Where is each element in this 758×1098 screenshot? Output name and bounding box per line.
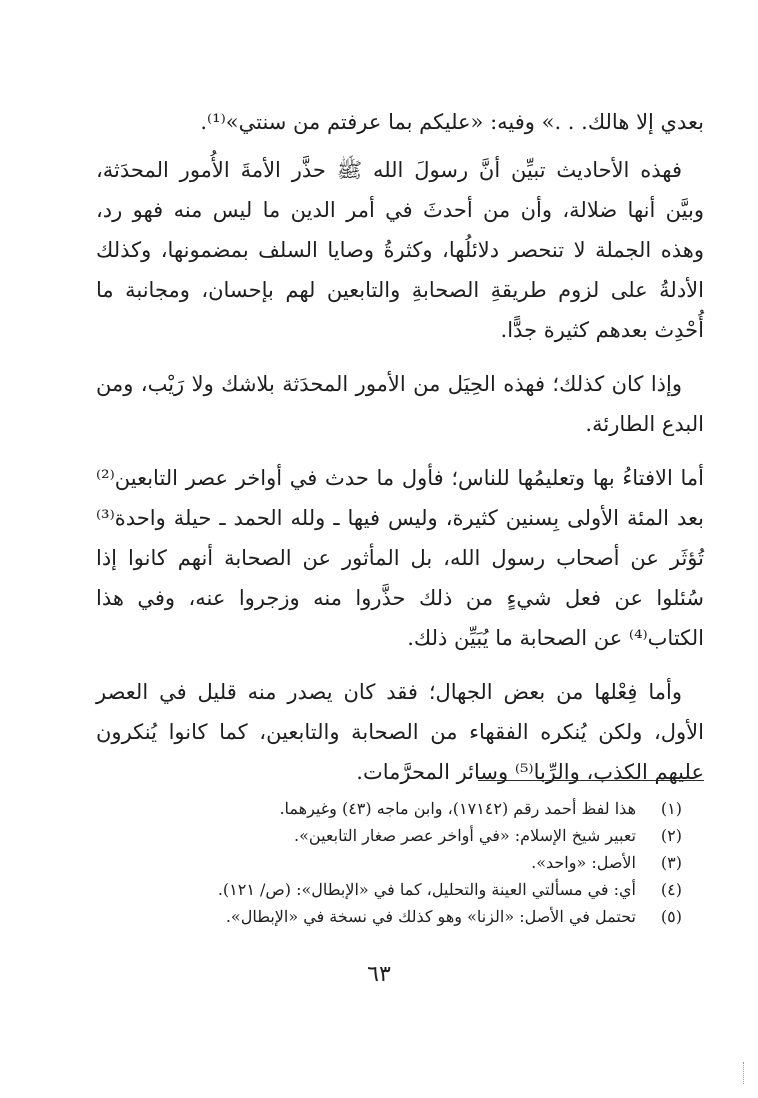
footnote-text: تعبير شيخ الإسلام: «في أواخر عصر صغار التابعين». (294, 826, 636, 845)
footnote-text: هذا لفظ أحمد رقم (١٧١٤٢)، وابن ماجه (٤٣) وغيرهما. (279, 799, 636, 818)
paragraph-4: أما الافتاءُ بها وتعليمُها للناس؛ فأول ما حدث في أواخر عصر التابعين⁽²⁾ بعد المئة الأولى بِسنين كثيرة، وليس فيها ـ ولله الحمد ـ حيلة واحدة⁽³⁾ تُؤثَر عن أصحاب رسول الله، بل المأثور عن الصحابة أنهم كانوا إذا سُئلوا عن فعل شيءٍ من ذلك حذَّروا منه وزجروا عنه، وفي هذا الكتاب⁽⁴⁾ عن الصحابة ما يُبَيِّن ذلك. (96, 466, 704, 650)
footnote-4 (200, 876, 682, 903)
main-text (96, 102, 704, 806)
footnote-text: الأصل: «واحد». (531, 853, 636, 872)
scan-edge-mark (742, 1062, 744, 1084)
footnote-number: (٥) (660, 907, 682, 926)
footnote-number: (٣) (660, 853, 682, 872)
footnote-divider (478, 780, 704, 781)
paragraph-2: فهذه الأحاديث تبيِّن أنَّ رسولَ الله ﷺ حذَّر الأمةَ الأُمور المحدَثة، وبيَّن أنها ضلالة، وأن من أحدثَ في أمر الدين ما ليس منه فهو رد، وهذه الجملة لا تنحصر دلائلُها، وكثرةُ وصايا السلف بمضمونها، وكذلك الأدلةُ على لزوم طريقةِ الصحابةِ والتابعين لهم بإحسان، ومجانبة ما أُحْدِث بعدهم كثيرة جدًّا. (96, 158, 704, 342)
footnote-number: (١) (660, 799, 682, 818)
footnote-text: أي: في مسألتي العينة والتحليل، كما في «الإبطال»: (ص/ ١٢١). (217, 880, 636, 899)
paragraph-1: بعدي إلا هالك. . .» وفيه: «عليكم بما عرفتم من سنتي»⁽¹⁾. (200, 110, 704, 134)
footnote-1 (200, 795, 682, 822)
footnote-number: (٢) (660, 826, 682, 845)
paragraph-3: وإذا كان كذلك؛ فهذه الحِيَل من الأمور المحدَثة بلاشك ولا رَيْب، ومن البدع الطارئة. (96, 372, 704, 436)
footnotes (200, 795, 682, 930)
footnote-number: (٤) (660, 880, 682, 899)
footnote-5 (200, 903, 682, 930)
footnote-text: تحتمل في الأصل: «الزنا» وهو كذلك في نسخة في «الإبطال». (225, 907, 636, 926)
page-number: ٦٣ (367, 962, 391, 987)
paragraph-5: وأما فِعْلها من بعض الجهال؛ فقد كان يصدر منه قليل في العصر الأول، ولكن يُنكره الفقهاء من الصحابة والتابعين، كما كانوا يُنكرون عليهم الكذب، والرِّبا⁽⁵⁾ وسائر المحرَّمات. (96, 680, 704, 784)
footnote-3 (200, 849, 682, 876)
footnote-2 (200, 822, 682, 849)
